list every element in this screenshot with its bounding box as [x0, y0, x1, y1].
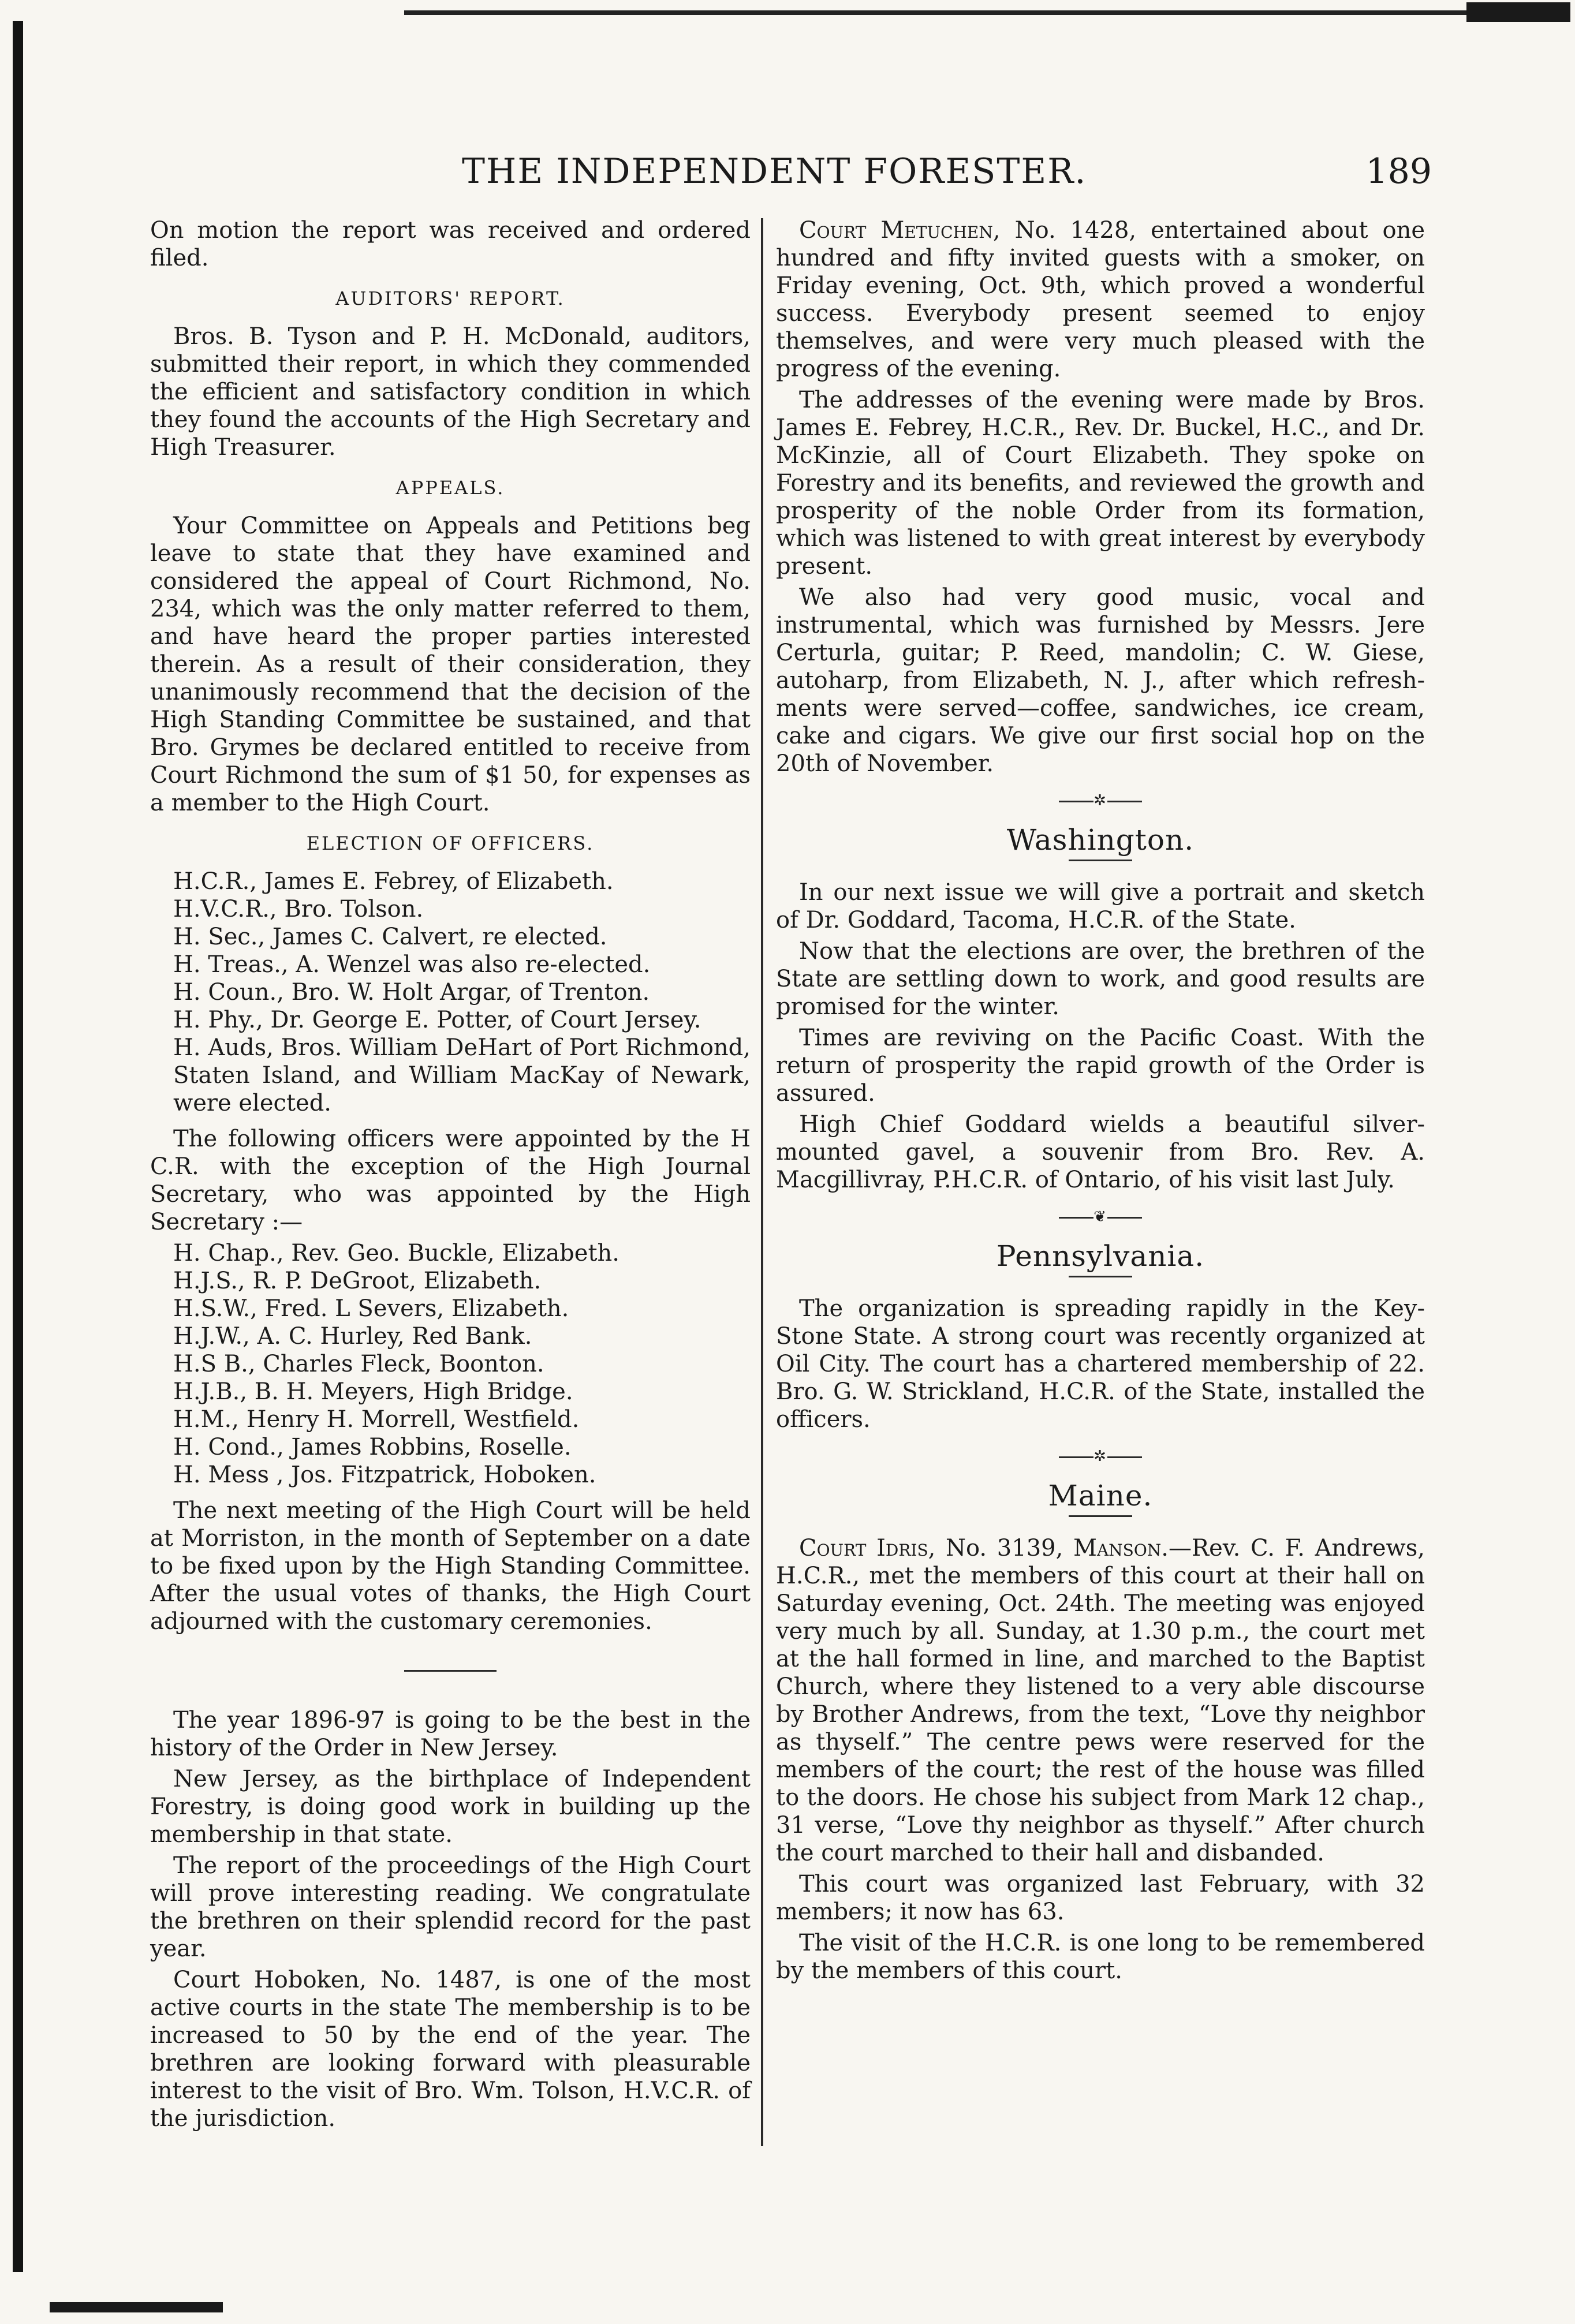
paragraph: In our next issue we will give a portrait and sketch of Dr. Goddard, Tacoma, H.C.R. of the State. [776, 879, 1425, 933]
list-item: H. Auds, Bros. William DeHart of Port Richmond, Staten Island, and William MacKay of Newark, were elected. [173, 1034, 751, 1116]
top-border-rule [404, 10, 1565, 15]
court-name: Court Idris, [799, 1535, 936, 1561]
column-divider [761, 218, 763, 2146]
list-item: H.J.S., R. P. DeGroot, Elizabeth. [173, 1268, 542, 1294]
list-item: H. Mess , Jos. Fitzpatrick, Hoboken. [173, 1462, 596, 1488]
page-header [150, 151, 1432, 203]
left-column [150, 216, 751, 2136]
court-number: No. 3139, [946, 1535, 1063, 1561]
elected-officers-list [150, 868, 751, 1117]
court-name: Court Metuchen, [799, 217, 1001, 244]
list-item: H. Cond., James Robbins, Roselle. [173, 1434, 572, 1460]
list-item: H.J.W., A. C. Hurley, Red Bank. [173, 1323, 532, 1350]
paragraph: The year 1896-97 is going to be the best in the history of the Order in New Jersey. [150, 1707, 751, 1761]
paragraph: The report of the proceedings of the High Court will prove interesting reading. We congratulate the brethren on their splendid record for the past year. [150, 1852, 751, 1962]
page-number: 189 [1365, 151, 1432, 192]
list-item: H. Coun., Bro. W. Holt Argar, of Trenton. [173, 979, 650, 1006]
paragraph: This court was organized last February, with 32 members; it now has 63. [776, 1871, 1425, 1925]
ornament-divider: ✲ [776, 1443, 1425, 1470]
paragraph: The next meeting of the High Court will be held at Morriston, in the month of September on a date to be fixed upon by the High Standing Committee. After the usual votes of thanks, the High Court adjourned with the customary ceremonies. [150, 1497, 751, 1635]
paragraph: Times are reviving on the Pacific Coast. With the return of prosperity the rapid growth of the Order is assured. [776, 1025, 1425, 1107]
paragraph [776, 1534, 1425, 1867]
paragraph: High Chief Goddard wields a beautiful silver-mounted gavel, a souvenir from Bro. Rev. A. Macgillivray, P.H.C.R. of Ontario, of his visit last July. [776, 1111, 1425, 1193]
ornament-divider: ✲ [776, 787, 1425, 814]
paragraph: Court Hoboken, No. 1487, is one of the most active courts in the state The membership is to be increased to 50 by the end of the year. The brethren are looking forward with pleasurable interest to the visit of Bro. Wm. Tolson, H.V.C.R. of the jurisdiction. [150, 1967, 751, 2132]
right-column [776, 216, 1425, 1988]
list-item: H.J.B., B. H. Meyers, High Bridge. [173, 1378, 573, 1405]
court-location: Manson. [1073, 1535, 1169, 1561]
paragraph: We also had very good music, vocal and instrumental, which was furnished by Messrs. Jere Certurla, guitar; P. Reed, mandolin; C. W. Giese, autoharp, from Elizabeth, N. J., after which refresh- ments were served—coffee, sandwiches, ice cream, cake and cigars. We give our first social hop on the 20th of November. [776, 584, 1425, 777]
paragraph: New Jersey, as the birthplace of Independent Forestry, is doing good work in building up the membership in that state. [150, 1766, 751, 1848]
paragraph: Your Committee on Appeals and Petitions beg leave to state that they have examined and considered the appeal of Court Richmond, No. 234, which was the only matter referred to them, and have heard the proper parties interested therein. As a result of their consideration, they unanimously recommend that the decision of the High Standing Committee be sustained, and that Bro. Grymes be declared entitled to receive from Court Richmond the sum of $1 50, for expenses as a member to the High Court. [150, 513, 751, 816]
list-item: H. Chap., Rev. Geo. Buckle, Elizabeth. [173, 1240, 620, 1266]
list-item: H.M., Henry H. Morrell, Westfield. [173, 1406, 580, 1433]
bottom-border-rule [50, 2302, 223, 2312]
heading-rule [1069, 1276, 1132, 1277]
paragraph: On motion the report was received and ordered filed. [150, 217, 751, 271]
paragraph: Bros. B. Tyson and P. H. McDonald, auditors, submitted their report, in which they commended the efficient and satisfactory condition in which they found the accounts of the High Secretary and High Treasurer. [150, 323, 751, 461]
list-item: H.S B., Charles Fleck, Boonton. [173, 1351, 544, 1377]
paragraph: The visit of the H.C.R. is one long to be remembered by the members of this court. [776, 1930, 1425, 1984]
section-heading-auditors: AUDITORS' REPORT. [335, 287, 565, 309]
page-edge-rule [13, 21, 23, 2272]
running-title: THE INDEPENDENT FORESTER. [462, 151, 1087, 192]
section-heading-election: ELECTION OF OFFICERS. [306, 832, 595, 854]
appointed-officers-list [150, 1239, 751, 1489]
section-heading-washington: Washington. [1006, 823, 1195, 857]
paragraph-text: —Rev. C. F. Andrews, H.C.R., met the members of this court at their hall on Saturday evening, Oct. 24th. The meeting was enjoyed very much by all. Sunday, at 1.30 p.m., the court met at the hall formed in line, and marched to the Baptist Church, where they listened to a very able discourse by Brother Andrews, from the text, “Love thy neighbor as thyself.” The centre pews were reserved for the members of the court; the rest of the house was filled to the doors. He chose his subject from Mark 12 chap., 31 verse, “Love thy neighbor as thyself.” After church the court marched to their hall and disbanded. [776, 1535, 1425, 1866]
paragraph: The following officers were appointed by the H C.R. with the exception of the High Journal Secretary, who was appointed by the High Secretary :— [150, 1126, 751, 1235]
list-item: H. Sec., James C. Calvert, re elected. [173, 924, 607, 950]
list-item: H. Treas., A. Wenzel was also re-elected. [173, 951, 651, 978]
paragraph: Now that the elections are over, the brethren of the State are settling down to work, and good results are promised for the winter. [776, 938, 1425, 1020]
list-item: H.V.C.R., Bro. Tolson. [173, 896, 424, 922]
section-rule [404, 1670, 497, 1672]
heading-rule [1069, 1515, 1132, 1517]
top-corner-mark [1466, 2, 1570, 22]
paragraph-text: No. 1428, entertained about one hundred and fifty invited guests with a smoker, on Friday evening, Oct. 9th, which proved a wonderful success. Everybody present seemed to enjoy themselves, and were very much pleased with the progress of the evening. [776, 217, 1425, 382]
section-heading-appeals: APPEALS. [395, 477, 505, 499]
section-heading-pennsylvania: Pennsylvania. [996, 1239, 1205, 1273]
list-item: H.C.R., James E. Febrey, of Elizabeth. [173, 868, 614, 895]
heading-rule [1069, 860, 1132, 861]
section-heading-maine: Maine. [1048, 1479, 1153, 1512]
list-item: H.S.W., Fred. L Severs, Elizabeth. [173, 1295, 569, 1322]
paragraph: The organization is spreading rapidly in the Key-Stone State. A strong court was recently organized at Oil City. The court has a chartered membership of 22. Bro. G. W. Strickland, H.C.R. of the State, installed the officers. [776, 1295, 1425, 1433]
paragraph [776, 216, 1425, 383]
list-item: H. Phy., Dr. George E. Potter, of Court Jersey. [173, 1007, 701, 1033]
ornament-divider: ❦ [776, 1203, 1425, 1231]
paragraph: The addresses of the evening were made by Bros. James E. Febrey, H.C.R., Rev. Dr. Buckel, H.C., and Dr. McKinzie, all of Court Elizabeth. They spoke on Forestry and its benefits, and reviewed the growth and prosperity of the noble Order from its formation, which was listened to with great interest by everybody present. [776, 387, 1425, 580]
